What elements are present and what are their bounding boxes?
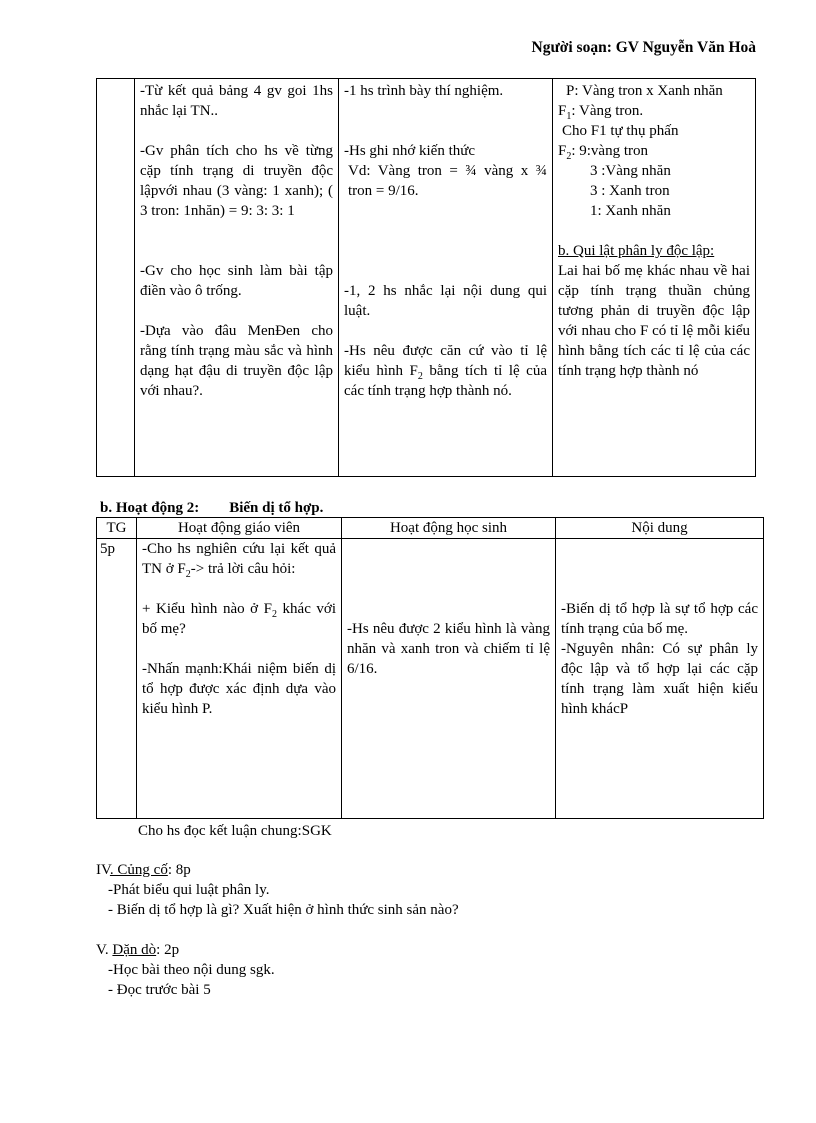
section-b-heading (100, 498, 323, 518)
teacher-activity-cell (137, 539, 342, 819)
content-text: 3 :Vàng nhăn (590, 163, 671, 179)
teacher-text: -Cho hs nghiên cứu lại kết quả TN ở $F_2->$ trả lời câu hỏi: (142, 541, 336, 580)
activity-table-2 (96, 517, 764, 819)
content-cell (553, 79, 756, 477)
teacher-text: + Kiểu hình nào ở $F_2$ khác với bố mẹ? (142, 601, 337, 637)
teacher-text: -Gv phân tích cho hs về từng cặp tính trạng di truyền độc lậpvới nhau (3 vàng: 1 xanh); ( 3 tron: 1nhăn) = 9: 3: 3: 1 (140, 143, 333, 219)
section-4-item: -Phát biểu qui luật phân ly. (108, 882, 270, 898)
activity-table-1 (96, 78, 756, 477)
col-header-teacher: Hoạt động giáo viên (137, 518, 342, 539)
section-b-title: Biến dị tổ hợp. (229, 500, 324, 516)
section-5-item: - Đọc trước bài 5 (108, 982, 211, 998)
content-text: -Biến dị tổ hợp là sự tổ hợp các tính trạng của bố mẹ. (561, 601, 758, 637)
student-text: -Hs ghi nhớ kiến thức (344, 143, 476, 159)
teacher-text: -Nhấn mạnh:Khái niệm biến dị tổ hợp được xác định dựa vào kiểu hình P. (142, 661, 336, 717)
time-cell: 5p (97, 539, 137, 819)
teacher-text: -Từ kết quả bảng 4 gv goi 1hs nhắc lại TN.. (140, 83, 333, 119)
time-cell (97, 79, 135, 477)
author-header: Người soạn: GV Nguyễn Văn Hoà (531, 39, 756, 56)
conclusion-text: Cho hs đọc kết luận chung:SGK (138, 823, 332, 839)
content-cell (556, 539, 764, 819)
law-title: b. Qui lật phân ly độc lập: (558, 243, 715, 259)
content-text: P: Vàng tron x Xanh nhăn (566, 83, 723, 99)
teacher-activity-cell (135, 79, 339, 477)
col-header-student: Hoạt động học sinh (342, 518, 556, 539)
student-text: -1, 2 hs nhắc lại nội dung qui luật. (344, 283, 547, 319)
content-text: $F_1$: Vàng tron. (558, 103, 644, 122)
teacher-text: -Gv cho học sinh làm bài tập điền vào ô trống. (140, 263, 333, 299)
student-text: -Hs nêu được 2 kiểu hình là vàng nhăn và xanh tron và chiếm tỉ lệ 6/16. (347, 621, 550, 677)
student-text: -1 hs trình bày thí nghiệm. (344, 83, 504, 99)
content-text: 3 : Xanh tron (590, 183, 670, 199)
section-5-heading: V. Dặn dò: 2p (96, 942, 180, 958)
section-5-item: -Học bài theo nội dung sgk. (108, 962, 275, 978)
content-text: $F_2$: 9:vàng tron (558, 143, 648, 162)
section-b-label: b. Hoạt động 2: (100, 500, 200, 516)
law-text: Lai hai bố mẹ khác nhau về hai cặp tính trạng thuần chủng tương phản di truyền độc lập với nhau cho F có tỉ lệ mỗi kiểu hình bằng tích các tỉ lệ của các tính trạng hợp thành nó (558, 263, 750, 379)
teacher-text: -Dựa vào đâu MenĐen cho rằng tính trạng màu sắc và hình dạng hạt đậu di truyền độc lập với nhau?. (140, 323, 333, 399)
student-activity-cell (339, 79, 553, 477)
student-text: -Hs nêu được căn cứ vào tỉ lệ kiểu hình $F_2$ bằng tích tỉ lệ của các tính trạng hợp thành nó. (344, 343, 547, 399)
content-text: 1: Xanh nhăn (590, 203, 671, 219)
section-4-item: - Biến dị tổ hợp là gì? Xuất hiện ở hình thức sinh sản nào? (108, 902, 459, 918)
content-text: -Nguyên nhân: Có sự phân ly độc lập và tổ hợp lại các cặp tính trạng làm xuất hiện kiểu hình khácP (561, 641, 758, 717)
student-text: Vd: Vàng tron = ¾ vàng x ¾ tron = 9/16. (348, 163, 547, 199)
student-activity-cell (342, 539, 556, 819)
section-4 (96, 860, 459, 920)
content-text: Cho F1 tự thụ phấn (562, 123, 679, 139)
col-header-time: TG (97, 518, 137, 539)
col-header-content: Nội dung (556, 518, 764, 539)
section-5 (96, 940, 275, 1000)
section-4-heading: IV. Củng cố: 8p (96, 862, 191, 878)
